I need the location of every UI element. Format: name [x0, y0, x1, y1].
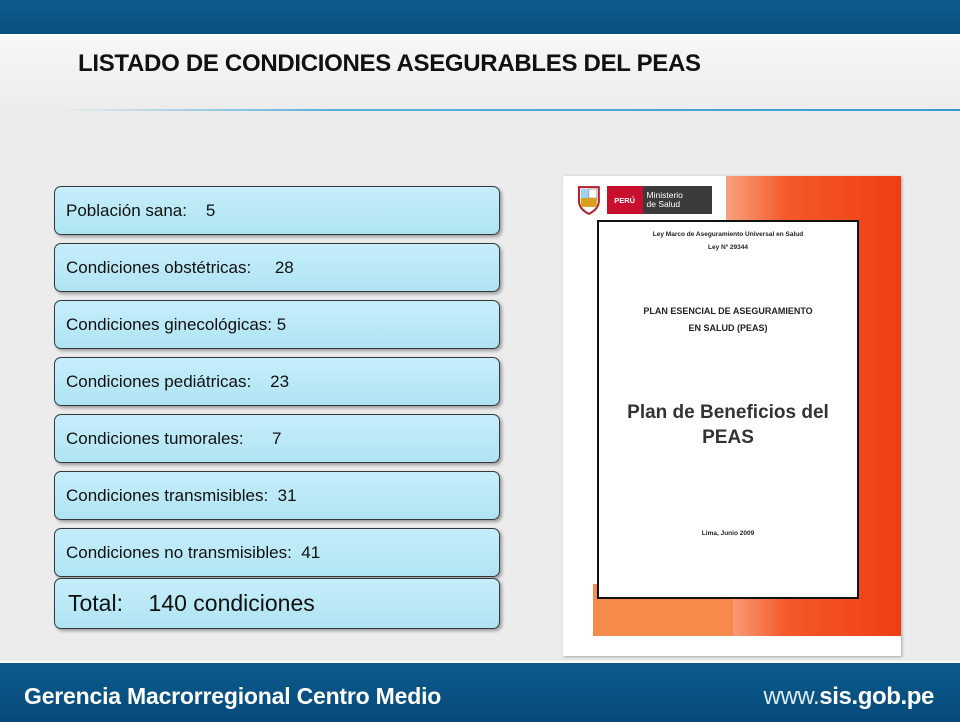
footer-website-link[interactable] — [764, 683, 934, 711]
logo-country-label: PERÚ — [607, 186, 643, 214]
logo-ministry-label — [643, 186, 712, 214]
footer-title: Gerencia Macrorregional Centro Medio — [24, 683, 442, 709]
footer-bar — [0, 661, 960, 722]
logo-ministry-line1: Ministerio — [646, 190, 683, 200]
condition-item-poblacion-sana: Población sana: 5 — [54, 186, 500, 235]
document-law-line1: Ley Marco de Aseguramiento Universal en Salud — [652, 231, 804, 238]
logo-ministry-line2: de Salud — [646, 199, 681, 209]
condition-item-transmisibles: Condiciones transmisibles: 31 — [54, 471, 500, 520]
footer-url-prefix: www. — [763, 683, 820, 710]
condition-item-no-transmisibles: Condiciones no transmisibles: 41 — [54, 528, 500, 577]
title-divider — [60, 109, 960, 111]
condition-item-obstetricas: Condiciones obstétricas: 28 — [54, 243, 500, 292]
footer-url-domain: sis.gob.pe — [819, 683, 934, 710]
slide-title: LISTADO DE CONDICIONES ASEGURABLES DEL PEAS — [78, 50, 701, 77]
document-title-line1: Plan de Beneficios del — [627, 402, 829, 423]
document-law-line2: Ley Nº 29344 — [708, 244, 748, 251]
ministry-logo — [577, 184, 712, 216]
condition-item-pediatricas: Condiciones pediátricas: 23 — [54, 357, 500, 406]
top-bar — [0, 0, 960, 36]
document-plan-line2: EN SALUD (PEAS) — [688, 323, 768, 333]
document-plan-line1: PLAN ESENCIAL DE ASEGURAMIENTO — [643, 306, 813, 316]
document-title-line2: PEAS — [702, 427, 754, 448]
condition-item-tumorales: Condiciones tumorales: 7 — [54, 414, 500, 463]
document-date: Lima, Junio 2009 — [701, 530, 755, 537]
condition-item-ginecologicas: Condiciones ginecológicas: 5 — [54, 300, 500, 349]
coat-of-arms-icon — [577, 185, 601, 215]
conditions-total: Total: 140 condiciones — [54, 578, 500, 629]
document-cover-image — [563, 176, 901, 656]
document-page — [597, 220, 859, 599]
